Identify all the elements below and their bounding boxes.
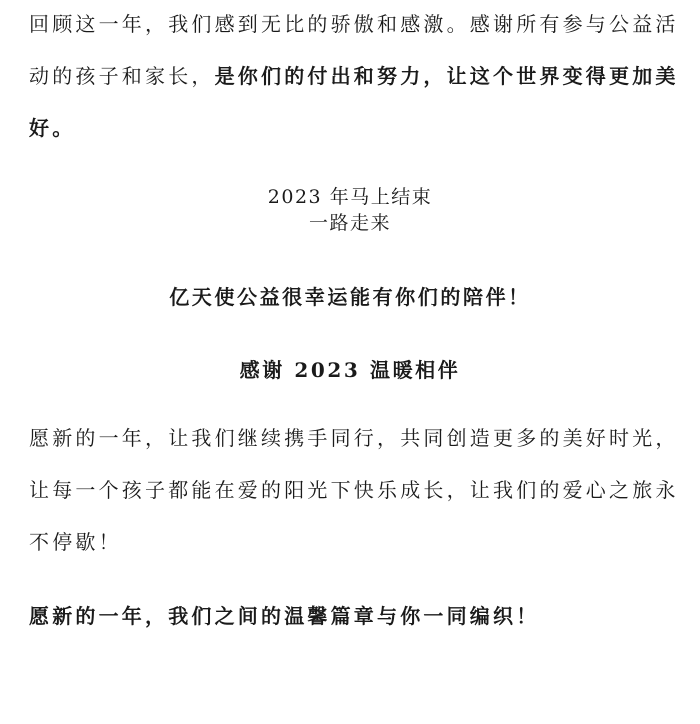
heading-thanks-2023: 感谢 2023 温暖相伴 <box>239 358 461 382</box>
intro-text: 回顾这一年，我们感到无比的骄傲和感激。感谢所有参与公益活动的孩子和家长， <box>29 12 679 88</box>
intro-paragraph <box>29 0 697 154</box>
intro-bold-text: 是你们的付出和努力，让这个世界变得更加美好。 <box>29 64 679 140</box>
wish-paragraph: 愿新的一年，让我们继续携手同行，共同创造更多的美好时光，让每一个孩子都能在爱的阳光下快乐成长，让我们的爱心之旅永不停歇！ <box>29 426 679 554</box>
heading-thanks-company: 亿天使公益很幸运能有你们的陪伴！ <box>169 285 531 309</box>
year-line-2: 一路走来 <box>308 212 391 234</box>
year-line-1: 2023 年马上结束 <box>267 186 433 208</box>
closing-line: 愿新的一年，我们之间的温馨篇章与你一同编织！ <box>29 604 540 628</box>
